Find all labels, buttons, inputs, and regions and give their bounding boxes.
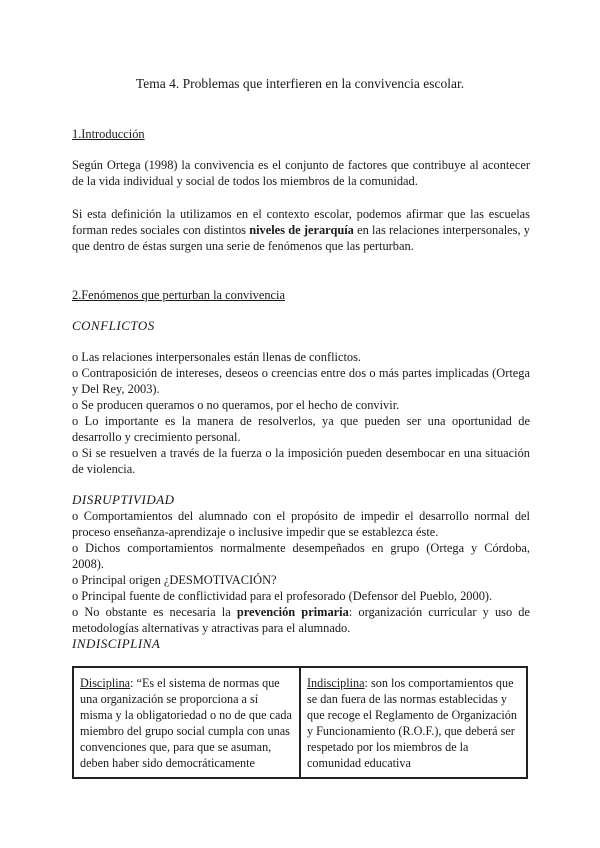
indisciplina-definition: : son los comportamientos que se dan fuera de las normas establecidas y que recoge el Reglamento de Organización y Funcionamiento (R.O.F.), que deberá ser respetado por los miembros de la comunidad educativa xyxy=(307,676,517,770)
intro-p2-text: Si esta definición la utilizamos en el contexto escolar, podemos afirmar que las escuelas forman redes sociales con distintos xyxy=(72,207,530,237)
conflictos-title: CONFLICTOS xyxy=(72,318,155,333)
list-item: o Si se resuelven a través de la fuerza o la imposición pueden desembocar en una situación de violencia. xyxy=(72,446,530,476)
list-item: o Lo importante es la manera de resolverlos, ya que pueden ser una oportunidad de desarrollo y crecimiento personal. xyxy=(72,414,530,444)
disciplina-term: Disciplina xyxy=(80,676,131,690)
disciplina-cell xyxy=(73,667,300,778)
list-item: o Comportamientos del alumnado con el propósito de impedir el desarrollo normal del proceso enseñanza-aprendizaje o inclusive impedir que se establezca éste. xyxy=(72,509,530,539)
conflictos-list xyxy=(72,349,530,477)
disciplina-definition: : “Es el sistema de normas que una organización se proporciona a sí misma y la obligatoriedad o no de que cada miembro del grupo social cumpla con unas convenciones que, para que se asuman, deben haber sido democráticamente xyxy=(80,676,292,770)
intro-p2-emphasis: niveles de jerarquía xyxy=(249,223,354,237)
list-item: o Contraposición de intereses, deseos o creencias entre dos o más partes implicadas (Ortega y Del Rey, 2003). xyxy=(72,366,530,396)
list-item-emphasis: prevención primaria xyxy=(236,605,349,619)
indisciplina-cell xyxy=(300,667,527,778)
indisciplina-term: Indisciplina xyxy=(307,676,365,690)
disruptividad-title: DISRUPTIVIDAD xyxy=(72,492,175,507)
intro-paragraph-2 xyxy=(72,206,530,254)
table-row xyxy=(73,667,527,778)
list-item: o Principal fuente de conflictividad para el profesorado (Defensor del Pueblo, 2000). xyxy=(72,589,493,603)
list-item: o Dichos comportamientos normalmente desempeñados en grupo (Ortega y Córdoba, 2008). xyxy=(72,541,530,571)
intro-heading: 1.Introducción xyxy=(72,127,145,141)
intro-paragraph-1: Según Ortega (1998) la convivencia es el conjunto de factores que contribuye al acontecer de la vida individual y social de todos los miembros de la comunidad. xyxy=(72,158,530,188)
intro-p2-text-end: en las relaciones interpersonales, y que dentro de éstas surgen una serie de fenómenos que las perturban. xyxy=(72,223,531,253)
definitions-table xyxy=(72,666,528,779)
document-title: Tema 4. Problemas que interfieren en la convivencia escolar. xyxy=(135,76,465,91)
section2-heading: 2.Fenómenos que perturban la convivencia xyxy=(72,288,285,302)
list-item xyxy=(72,604,530,636)
list-item: o Se producen queramos o no queramos, por el hecho de convivir. xyxy=(72,398,400,412)
indisciplina-title: INDISCIPLINA xyxy=(72,636,161,651)
disruptividad-list xyxy=(72,508,530,636)
list-item-text-end: : organización curricular y uso de metodologías alternativas y atractivas para el alumnado. xyxy=(72,605,530,635)
list-item: o Las relaciones interpersonales están llenas de conflictos. xyxy=(72,350,362,364)
list-item-text: o No obstante es necesaria la xyxy=(72,605,237,619)
list-item: o Principal origen ¿DESMOTIVACIÓN? xyxy=(72,573,277,587)
